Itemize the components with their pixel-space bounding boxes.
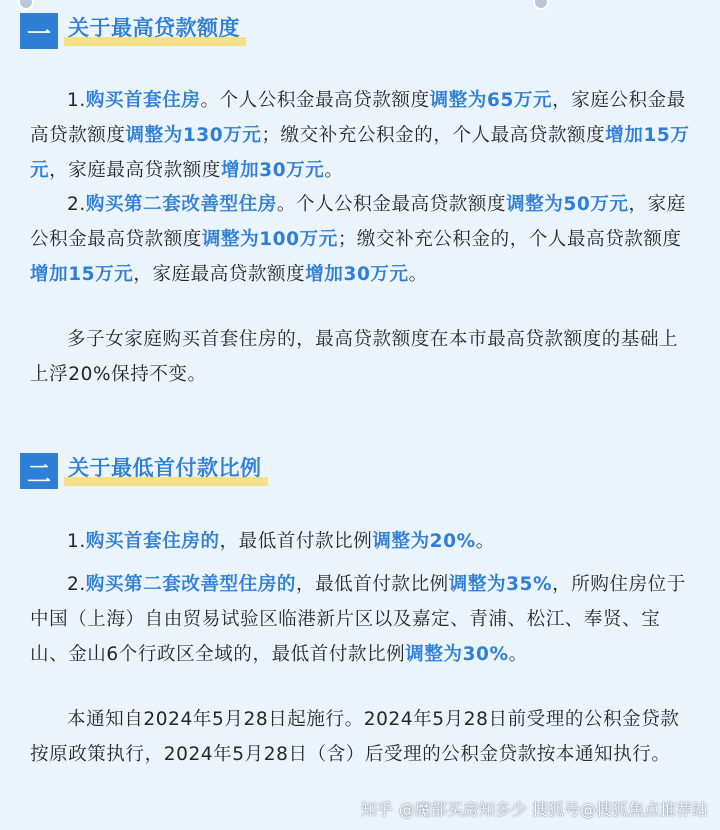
highlighted-text: 增加30万元 bbox=[221, 160, 325, 181]
body-text: 。个人公积金最高贷款额度 bbox=[200, 90, 430, 111]
section-1-header bbox=[20, 6, 240, 48]
paragraph bbox=[30, 567, 690, 672]
section-2-title: 关于最低首付款比例 bbox=[68, 452, 262, 482]
body-text: ；缴交补充公积金的，个人最高贷款额度 bbox=[261, 125, 606, 146]
body-text: 2. bbox=[67, 194, 86, 215]
body-text: ，最低首付款比例 bbox=[295, 574, 449, 595]
body-text: ；缴交补充公积金的，个人最高贷款额度 bbox=[337, 229, 682, 250]
highlighted-text: 调整为130万元 bbox=[125, 125, 262, 146]
body-text: 。 bbox=[508, 644, 528, 665]
body-text: ，所购住房位于中国（上海）自由贸易试验区临港新片区以及嘉定、青浦、松江、奉贤、宝山、金山6个行政区全域的，最低首付款比例 bbox=[30, 574, 686, 665]
decor-dot bbox=[533, 0, 549, 10]
highlighted-text: 调整为100万元 bbox=[201, 229, 338, 250]
highlighted-text: 增加15万元 bbox=[30, 125, 690, 181]
paragraph bbox=[30, 702, 690, 772]
body-text: ，家庭最高贷款额度 bbox=[133, 264, 306, 285]
body-text: 。个人公积金最高贷款额度 bbox=[276, 194, 507, 215]
section-1-title: 关于最高贷款额度 bbox=[68, 12, 240, 42]
section-1-number: 一 bbox=[20, 13, 58, 49]
highlighted-text: 购买第二套改善型住房 bbox=[85, 194, 277, 215]
body-text: 。 bbox=[324, 160, 344, 181]
paragraph bbox=[30, 524, 690, 559]
highlighted-text: 调整为50万元 bbox=[506, 194, 629, 215]
section-2-header bbox=[20, 446, 262, 488]
body-text: 2. bbox=[67, 574, 86, 595]
paragraph bbox=[30, 187, 690, 292]
highlighted-text: 购买第二套改善型住房的 bbox=[85, 574, 296, 595]
body-text: 1. bbox=[67, 90, 86, 111]
body-text: ，家庭公积金最高贷款额度 bbox=[30, 194, 686, 250]
body-text: 。 bbox=[475, 531, 495, 552]
paragraph bbox=[30, 322, 690, 392]
body-text: 。 bbox=[408, 264, 428, 285]
body-text: ，最低首付款比例 bbox=[219, 531, 373, 552]
highlighted-text: 调整为35% bbox=[448, 574, 553, 595]
body-text: ，家庭最高贷款额度 bbox=[49, 160, 222, 181]
section-2-number: 二 bbox=[20, 453, 58, 489]
highlighted-text: 购买首套住房的 bbox=[85, 531, 220, 552]
highlighted-text: 购买首套住房 bbox=[85, 90, 201, 111]
highlighted-text: 调整为20% bbox=[372, 531, 476, 552]
body-text: 1. bbox=[67, 531, 86, 552]
highlighted-text: 增加15万元 bbox=[30, 264, 134, 285]
body-text: 多子女家庭购买首套住房的，最高贷款额度在本市最高贷款额度的基础上上浮20%保持不变。 bbox=[30, 329, 679, 385]
body-text: ，家庭公积金最高贷款额度 bbox=[30, 90, 686, 146]
highlighted-text: 增加30万元 bbox=[305, 264, 409, 285]
paragraph bbox=[30, 83, 690, 188]
highlighted-text: 调整为65万元 bbox=[429, 90, 553, 111]
body-text: 本通知自2024年5月28日起施行。2024年5月28日前受理的公积金贷款按原政策执行，2024年5月28日（含）后受理的公积金贷款按本通知执行。 bbox=[30, 709, 680, 765]
highlighted-text: 调整为30% bbox=[405, 644, 509, 665]
source-watermark: 知乎 @魔都买房知多少 搜狐号@搜狐焦点推荐站 bbox=[360, 800, 708, 819]
